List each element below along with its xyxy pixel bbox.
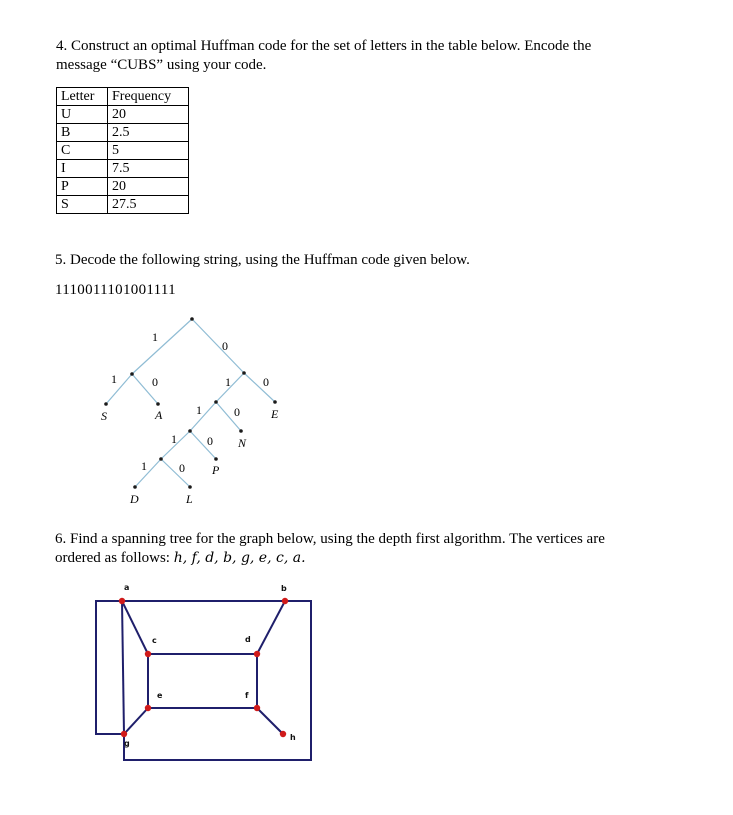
leaf-letter-n: N [238,436,247,450]
frequency-cell: 2.5 [108,124,189,142]
frequency-cell: 20 [108,106,189,124]
tree-edge [190,431,216,459]
vertex-label-e: e [157,691,163,700]
question-5: 5. Decode the following string, using the Huffman code given below. [55,252,470,268]
leaf-letter-l: L [186,492,193,506]
question-4 [56,37,591,75]
question-4-line-2: message “CUBS” using your code. [56,57,267,73]
graph-edges [96,601,311,760]
graph-edge-b-h [124,601,311,760]
graph-edge-b-d [257,601,285,654]
tree-nodes [104,317,277,489]
table-row [57,124,189,142]
question-6-line-2 [55,549,605,568]
graph-vertex-labels [124,583,296,748]
question-6-line-1: 6. Find a spanning tree for the graph below, using the depth first algorithm. The vertices are [55,531,605,547]
frequency-cell: 5 [108,142,189,160]
tree-edge [244,373,275,402]
vertex-e [145,705,151,711]
table-row [57,196,189,214]
vertex-c [145,651,151,657]
frequency-table [56,87,189,214]
vertex-label-b: b [281,584,287,593]
edge-label: 0 [207,434,213,448]
edge-label: 1 [141,459,147,473]
tree-node [214,400,218,404]
leaf-letter-p: P [212,463,220,477]
tree-node [188,485,192,489]
vertex-label-g: g [124,739,130,748]
vertex-order: h, f, d, b, g, e, c, a. [173,550,306,566]
letter-cell: C [57,142,108,160]
graph-edge-a-c [122,601,148,654]
letter-cell: P [57,178,108,196]
vertex-h [280,731,286,737]
tree-edge [132,374,158,404]
tree-node [214,457,218,461]
graph-edge-a-g [122,601,124,734]
tree-edge [216,373,244,402]
table-row [57,142,189,160]
question-6 [55,530,605,568]
frequency-cell: 7.5 [108,160,189,178]
tree-edge [161,431,190,459]
tree-edge-labels [111,330,269,475]
graph-edge-a-g-outer-loop [96,601,124,734]
tree-node [133,485,137,489]
question-6-line-2-prefix: ordered as follows: [55,550,174,566]
letter-cell: B [57,124,108,142]
tree-edge [132,319,192,374]
vertex-label-c: c [152,636,157,645]
frequency-cell: 20 [108,178,189,196]
graph-edge-f-h [257,708,283,734]
edge-label: 1 [225,375,231,389]
edge-label: 0 [152,375,158,389]
leaf-letter-a: A [155,408,163,422]
tree-node [273,400,277,404]
vertex-d [254,651,260,657]
tree-node [242,371,246,375]
edge-label: 0 [179,461,185,475]
edge-label: 0 [234,405,240,419]
vertex-label-f: f [245,691,249,700]
edge-label: 1 [196,403,202,417]
tree-leaf-letters [101,407,279,506]
vertex-label-d: d [245,635,251,644]
tree-edge [106,374,132,404]
vertex-label-h: h [290,733,296,742]
frequency-cell: 27.5 [108,196,189,214]
tree-edge [190,402,216,431]
edge-label: 1 [111,372,117,386]
tree-edge [135,459,161,487]
vertex-a [119,598,125,604]
leaf-letter-e: E [271,407,279,421]
edge-label: 0 [263,375,269,389]
letter-cell: I [57,160,108,178]
encoded-bitstring: 1110011101001111 [55,282,176,298]
edge-label: 0 [222,339,228,353]
leaf-letter-s: S [101,409,107,423]
graph-edge-e-g [124,708,148,734]
question-4-line-1: 4. Construct an optimal Huffman code for the set of letters in the table below. Encode the [56,38,592,54]
tree-node [188,429,192,433]
vertex-b [282,598,288,604]
table-row [57,160,189,178]
edge-label: 1 [152,330,158,344]
tree-node [159,457,163,461]
tree-edge [192,319,244,373]
table-row [57,178,189,196]
tree-edge [161,459,190,487]
edge-label: 1 [171,432,177,446]
tree-edge [216,402,241,431]
header-frequency: Frequency [108,88,189,106]
tree-node [156,402,160,406]
tree-node [104,402,108,406]
vertex-f [254,705,260,711]
table-row [57,106,189,124]
graph-vertices [119,598,288,737]
header-letter: Letter [57,88,108,106]
tree-node [190,317,194,321]
tree-edges [106,319,275,487]
leaf-letter-d: D [130,492,139,506]
letter-cell: S [57,196,108,214]
tree-node [239,429,243,433]
table-header-row [57,88,189,106]
vertex-label-a: a [124,583,130,592]
letter-cell: U [57,106,108,124]
vertex-g [121,731,127,737]
tree-node [130,372,134,376]
